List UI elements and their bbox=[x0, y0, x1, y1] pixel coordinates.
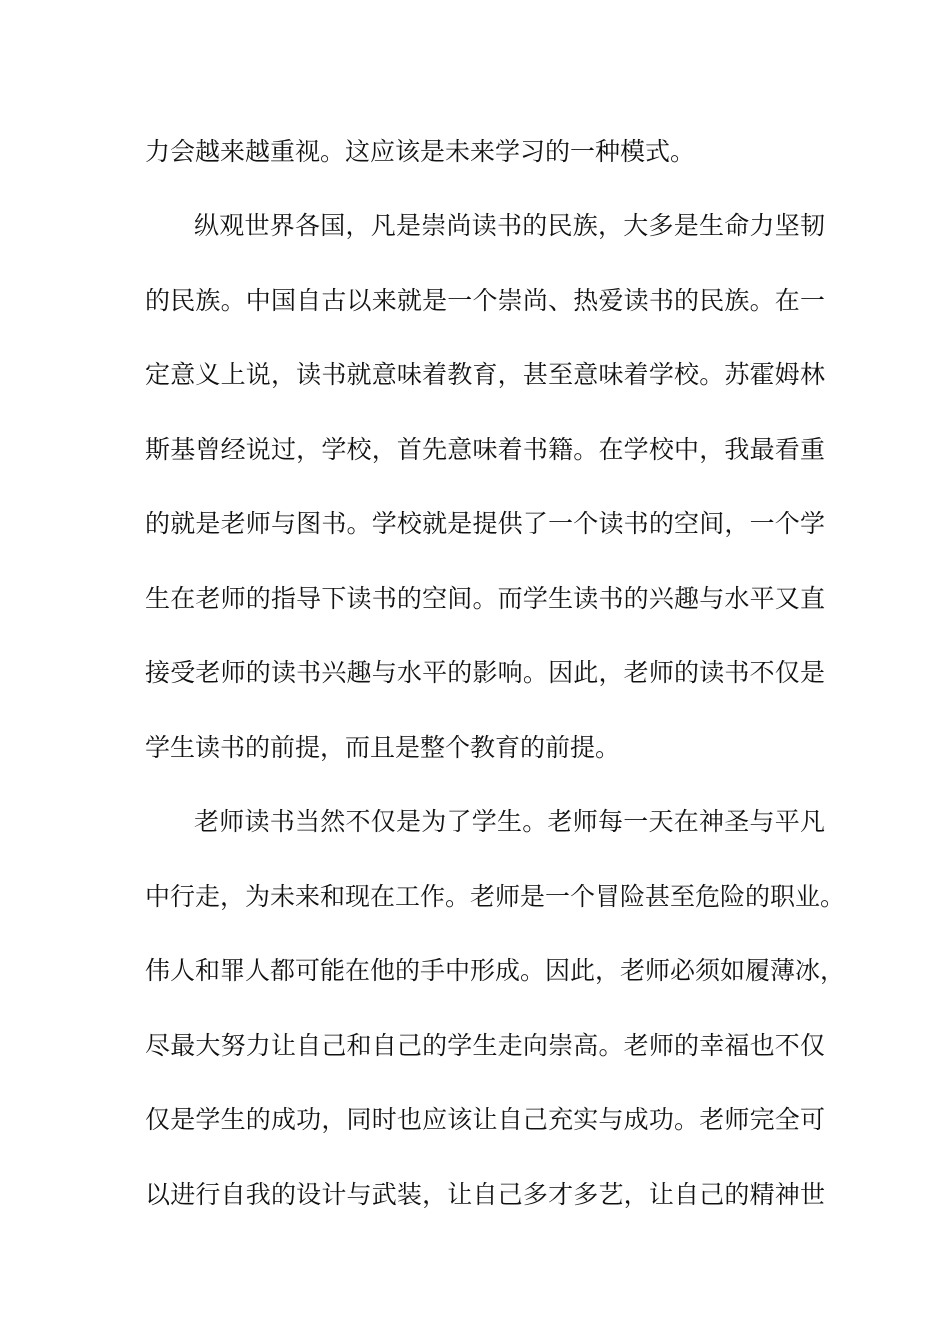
text-line: 的民族。中国自古以来就是一个崇尚、热爱读书的民族。在一 bbox=[145, 286, 825, 315]
text-line: 以进行自我的设计与武装，让自己多才多艺，让自己的精神世 bbox=[145, 1180, 825, 1209]
text-line: 力会越来越重视。这应该是未来学习的一种模式。 bbox=[145, 137, 696, 166]
paragraph-first-line: 纵观世界各国，凡是崇尚读书的民族，大多是生命力坚韧 bbox=[194, 211, 825, 240]
text-line: 的就是老师与图书。学校就是提供了一个读书的空间，一个学 bbox=[145, 509, 825, 538]
text-line: 定意义上说，读书就意味着教育，甚至意味着学校。苏霍姆林 bbox=[145, 360, 825, 389]
text-line: 伟人和罪人都可能在他的手中形成。因此，老师必须如履薄冰， bbox=[145, 956, 846, 985]
text-line: 仅是学生的成功，同时也应该让自己充实与成功。老师完全可 bbox=[145, 1105, 825, 1134]
text-line: 生在老师的指导下读书的空间。而学生读书的兴趣与水平又直 bbox=[145, 584, 825, 613]
text-line: 中行走，为未来和现在工作。老师是一个冒险甚至危险的职业。 bbox=[145, 882, 846, 911]
text-line: 接受老师的读书兴趣与水平的影响。因此，老师的读书不仅是 bbox=[145, 658, 825, 687]
text-line: 学生读书的前提，而且是整个教育的前提。 bbox=[145, 733, 621, 762]
text-line: 尽最大努力让自己和自己的学生走向崇高。老师的幸福也不仅 bbox=[145, 1031, 825, 1060]
paragraph-first-line: 老师读书当然不仅是为了学生。老师每一天在神圣与平凡 bbox=[194, 807, 825, 836]
text-line: 斯基曾经说过，学校，首先意味着书籍。在学校中，我最看重 bbox=[145, 435, 825, 464]
